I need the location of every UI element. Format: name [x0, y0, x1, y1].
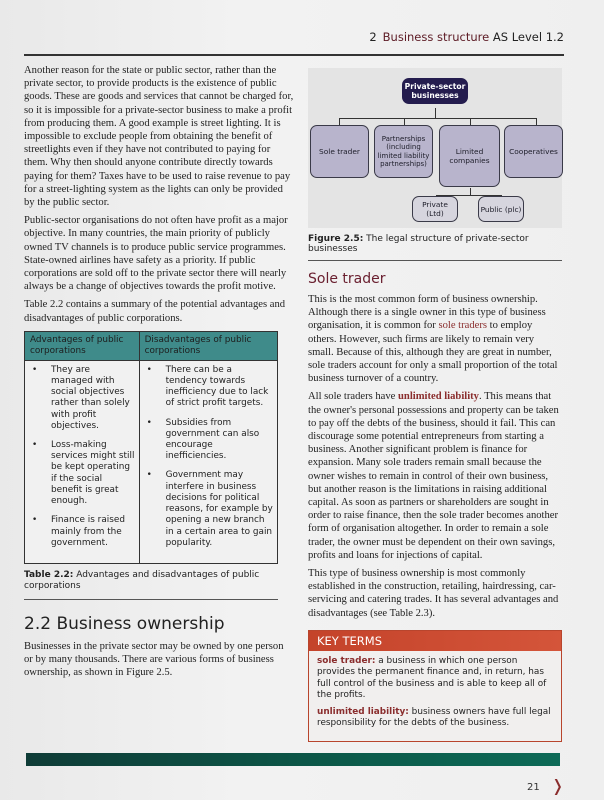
- table-caption-text: Advantages and disadvantages of public corporations: [24, 569, 260, 592]
- node-public-plc: Public (plc): [478, 196, 524, 222]
- key-term: unlimited liability:: [317, 706, 409, 717]
- list-item: • Government may interfere in business decisions for political reasons, for example by opening a new branch in a certain area to gain popularity.: [144, 470, 273, 548]
- key-term-definition: business owners have full legal responsibility for the debts of the business.: [317, 706, 551, 729]
- list-item: • Subsidies from government can also encourage inefficiencies.: [144, 418, 273, 463]
- table-caption-label: Table 2.2:: [24, 569, 74, 580]
- paragraph-sole-trader-intro: [308, 293, 562, 385]
- key-term-item: [317, 656, 553, 702]
- chevron-right-icon[interactable]: ❭: [551, 776, 565, 795]
- sole-trader-heading: Sole trader: [308, 271, 386, 287]
- header-rule: [24, 54, 564, 56]
- connector: [470, 188, 471, 195]
- paragraph-public-goods: Another reason for the state or public sector, rather than the private sector, to provide products is the existence of public goods. These are goods and services that cannot be charged for, so it is impossible for a private-sector business to make a profit from producing them. A good example is street lighting. It is impossible to exclude people from obtaining the benefit of streetlights even if they have not contributed to paying for them. Why then should anyone contribute directly towards paying for them? Taxes have to be used to raise revenue to pay for a street-lighting system as the lights can only be provided by the public sector.: [24, 65, 294, 209]
- public-corporations-table: [24, 331, 278, 564]
- running-header: [369, 30, 564, 44]
- node-partnerships: Partnerships (including limited liability partnerships): [374, 125, 433, 178]
- figure-caption-label: Figure 2.5:: [308, 234, 364, 244]
- table-header-disadvantages: Disadvantages of public corporations: [139, 331, 277, 360]
- paragraph-sole-trader-trades: This type of business ownership is most commonly established in the construction, retailing, hairdressing, car-servicing and catering trades. It has several advantages and disadvantages (see Table 2.3).: [308, 568, 559, 619]
- table-header-advantages: Advantages of public corporations: [25, 331, 140, 360]
- left-column: [24, 64, 294, 685]
- key-term-item: [317, 707, 553, 730]
- key-term: sole trader:: [317, 655, 376, 666]
- footer-bar: [26, 753, 560, 766]
- disadvantages-cell: [139, 360, 277, 563]
- level-label: AS Level 1.2: [492, 30, 564, 44]
- key-term-link-unlimited-liability[interactable]: unlimited liability: [398, 391, 479, 403]
- list-item: • Loss-making services might still be kept operating if the social benefit is great enough.: [29, 440, 135, 507]
- figure-caption: [308, 234, 562, 261]
- key-term-definition: a business in which one person provides the permanent finance and, in return, has full control of the business and is able to keep all of the profits.: [317, 655, 547, 701]
- chapter-number: 2: [369, 30, 377, 44]
- node-private-ltd: Private (Ltd): [412, 196, 458, 222]
- legal-structure-diagram: [308, 68, 562, 228]
- chapter-title: Business structure: [382, 30, 490, 44]
- paragraph-unlimited-liability: [308, 390, 562, 562]
- node-private-sector-businesses: Private-sector businesses: [402, 78, 468, 104]
- connector: [435, 108, 436, 118]
- advantages-cell: [25, 360, 140, 563]
- key-terms-box: [308, 630, 562, 742]
- list-item: • There can be a tendency towards inefficiency due to lack of strict profit targets.: [144, 365, 273, 410]
- paragraph-business-ownership: Businesses in the private sector may be owned by one person or by many thousands. There are various forms of business ownership, as shown in Figure 2.5.: [24, 640, 284, 679]
- figure-caption-text: The legal structure of private-sector businesses: [308, 234, 529, 254]
- node-limited-companies: Limited companies: [439, 125, 500, 187]
- node-cooperatives: Cooperatives: [504, 125, 563, 178]
- section-heading: 2.2 Business ownership: [24, 613, 225, 634]
- text: . This means that the owner's personal possessions and property can be taken to pay off the debts of the business, should it fail. This can discourage some potential entrepreneurs from starting a business. Another significant problem is finance for expansion. Many sole traders remain small because the owner wishes to remain in control of their own business, but another reason is the limitations in raising additional capital. As soon as partners or shareholders are sought in order to raise finance, then the sole trader becomes another form of organisation altogether. In order to remain a sole trader, the owner must be dependent on their own savings, profits and loans for injections of capital.: [308, 391, 559, 561]
- right-column: [308, 68, 562, 742]
- table-caption: [24, 570, 278, 600]
- text: This is the most common form of business ownership. Although there is a single owner in this type of business organisation, it is common for: [308, 294, 546, 332]
- text: All sole traders have: [308, 391, 399, 403]
- paragraph-table-intro: Table 2.2 contains a summary of the potential advantages and disadvantages of public corporations.: [24, 299, 286, 324]
- key-terms-title: KEY TERMS: [309, 631, 561, 651]
- list-item: • Finance is raised mainly from the government.: [29, 515, 135, 549]
- paragraph-public-sector-objectives: Public-sector organisations do not often have profit as a major objective. In many countries, the main priority of publicly owned TV channels is to produce public service programmes. State-owned airlines have safety as a priority. If public corporations are sold off to the private sector there will nearly always be a change of objectives towards the profit motive.: [24, 215, 288, 293]
- connector: [339, 118, 537, 119]
- node-sole-trader: Sole trader: [310, 125, 369, 178]
- text: to employ others. However, such firms are likely to remain very small. Because of this, although they are great in number, sole traders account for only a small proportion of the total business turnover of a country.: [308, 320, 558, 385]
- key-term-link-sole-traders[interactable]: sole traders: [438, 320, 487, 332]
- list-item: • They are managed with social objectives rather than solely with profit objectives.: [29, 365, 135, 432]
- page-number: 21: [527, 782, 540, 793]
